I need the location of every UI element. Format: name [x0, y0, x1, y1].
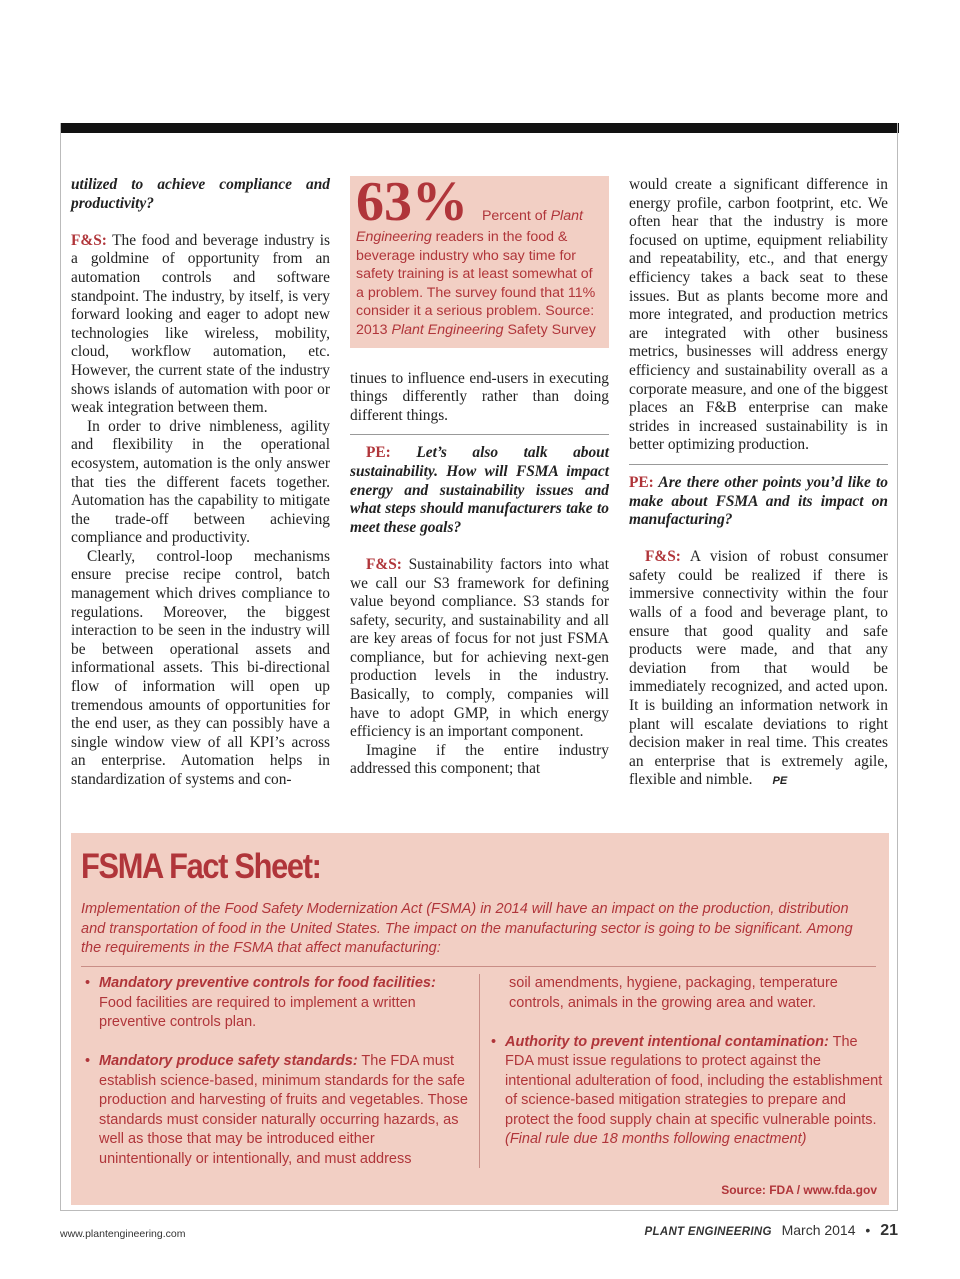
- stat-number: 63%: [356, 171, 468, 233]
- fact-column-left: [83, 974, 471, 1189]
- column-1: [71, 176, 330, 790]
- answer-paragraph: F&S: A vision of robust consumer safety could be realized if there is immersive connectivity within the four walls of a food and beverage plant, to ensure that good quality and safe products were made, and that any deviation from that would be immediately recognized, and acted upon. It is building an information network in plant will escalate deviations to right decision maker in real time. This creates an enterprise that is extremely agile, flexible and nimble. PE: [629, 548, 888, 789]
- fact-column-right: [489, 974, 883, 1169]
- column-2: [350, 171, 609, 779]
- list-item-continued: soil amendments, hygiene, packaging, temperature controls, animals in the growing area and water.: [509, 975, 838, 1011]
- list-item: • Authority to prevent intentional contamination: The FDA must issue regulations to protect against the intentional adulteration of food, including the establishment of science-based mitigation strategies to prepare and protect the food supply chain at specific vulnerable points. (Final rule due 18 months following enactment): [491, 1033, 883, 1147]
- body-paragraph: Imagine if the entire industry addressed this component; that: [350, 741, 609, 778]
- question-paragraph: PE: Are there other points you’d like to make about FSMA and its impact on manufacturing?: [629, 473, 888, 529]
- list-item: • Mandatory preventive controls for food facilities: Food facilities are required to implement a written preventive controls plan.: [85, 975, 436, 1030]
- question-paragraph: PE: Let’s also talk about sustainability. How will FSMA impact energy and sustainability issues and what steps should manufacturers take to meet these goals?: [350, 444, 609, 536]
- source-credit: Source: FDA / www.fda.gov: [721, 1183, 877, 1197]
- divider: [81, 966, 876, 967]
- body-paragraph: tinues to influence end-users in executing things differently rather than doing different things.: [350, 369, 609, 424]
- column-divider: [479, 974, 480, 1168]
- divider: [350, 434, 609, 435]
- column-3: [629, 176, 888, 790]
- footer-info: PLANT ENGINEERING March 2014 • 21: [644, 1222, 898, 1239]
- body-paragraph: Clearly, control-loop mechanisms ensure precise recipe control, batch management which drives compliance to regulations. Moreover, the biggest interaction to be seen in the industry will be between operational assets and informational assets. This bi-directional flow of information will open up tremendous amounts of opportunities for the end user, as they can possibly have a single window view of all KPI’s across an enterprise. Automation helps in standardization of systems and con-: [71, 547, 330, 788]
- fact-sheet-box: [71, 833, 889, 1205]
- fact-sheet-title: FSMA Fact Sheet:: [81, 847, 321, 886]
- body-paragraph: In order to drive nimbleness, agility and flexibility in the operational ecosystem, automation is the only answer that ties the different facets together. Automation has the capability to mitigate the trade-off between achieving compliance and productivity.: [71, 417, 330, 547]
- answer-paragraph: F&S: The food and beverage industry is a goldmine of opportunity from an automation controls and software standpoint. The industry, by itself, is very forward looking and eager to adopt new technologies like wireless, mobility, cloud, workflow automation, etc. However, the current state of the industry shows islands of automation with poor or weak integration between them.: [71, 231, 330, 417]
- question-end: utilized to achieve compliance and productivity?: [71, 176, 330, 212]
- issue-date: March 2014: [781, 1222, 856, 1238]
- end-mark-icon: PE: [772, 774, 788, 787]
- divider: [629, 464, 888, 465]
- publication-name: PLANT ENGINEERING: [644, 1226, 772, 1238]
- footer-url: www.plantengineering.com: [60, 1228, 186, 1240]
- body-paragraph: would create a significant difference in energy profile, carbon footprint, etc. We often hear that the industry is more focused on uptime, equipment reliability and repeatability, etc., and that energy efficiency takes a back seat to these issues. But as plants become more and more integrated, and production metrics are integrated with other business metrics, businesses will address energy efficiency and sustainability overall as a corporate measure, and one of the biggest places an F&B enterprise can make strides in increased sustainability is in better optimizing production.: [629, 176, 888, 454]
- answer-paragraph: F&S: Sustainability factors into what we call our S3 framework for defining value beyond compliance. S3 stands for safety, security, and sustainability and all are key areas of focus for not just FSMA compliance, but for achieving next-gen production levels in the industry. Basically, to comply, companies will have to adopt GMP, in which energy efficiency is an important component.: [350, 555, 609, 741]
- list-item: • Mandatory produce safety standards: The FDA must establish science-based, minimum standards for the safe production and harvesting of fruits and vegetables. Those standards must consider naturally occurring hazards, as well as those that may be introduced either unintentionally or intentionally, and must address: [85, 1053, 468, 1167]
- fact-sheet-intro: Implementation of the Food Safety Modernization Act (FSMA) in 2014 will have an impact on the production, distribution and transportation of food in the United States. The impact on the manufacturing sector is going to be significant. Among the requirements in the FSMA that affect manufacturing:: [81, 901, 853, 956]
- page-number: 21: [880, 1222, 898, 1239]
- stat-callout: 63% Percent of Plant Engineering readers in the food & beverage industry who say time for safety training is at least somewhat of a problem. The survey found that 11% consider it a serious problem. Source: 2013 Plant Engineering Safety Survey: [350, 176, 609, 348]
